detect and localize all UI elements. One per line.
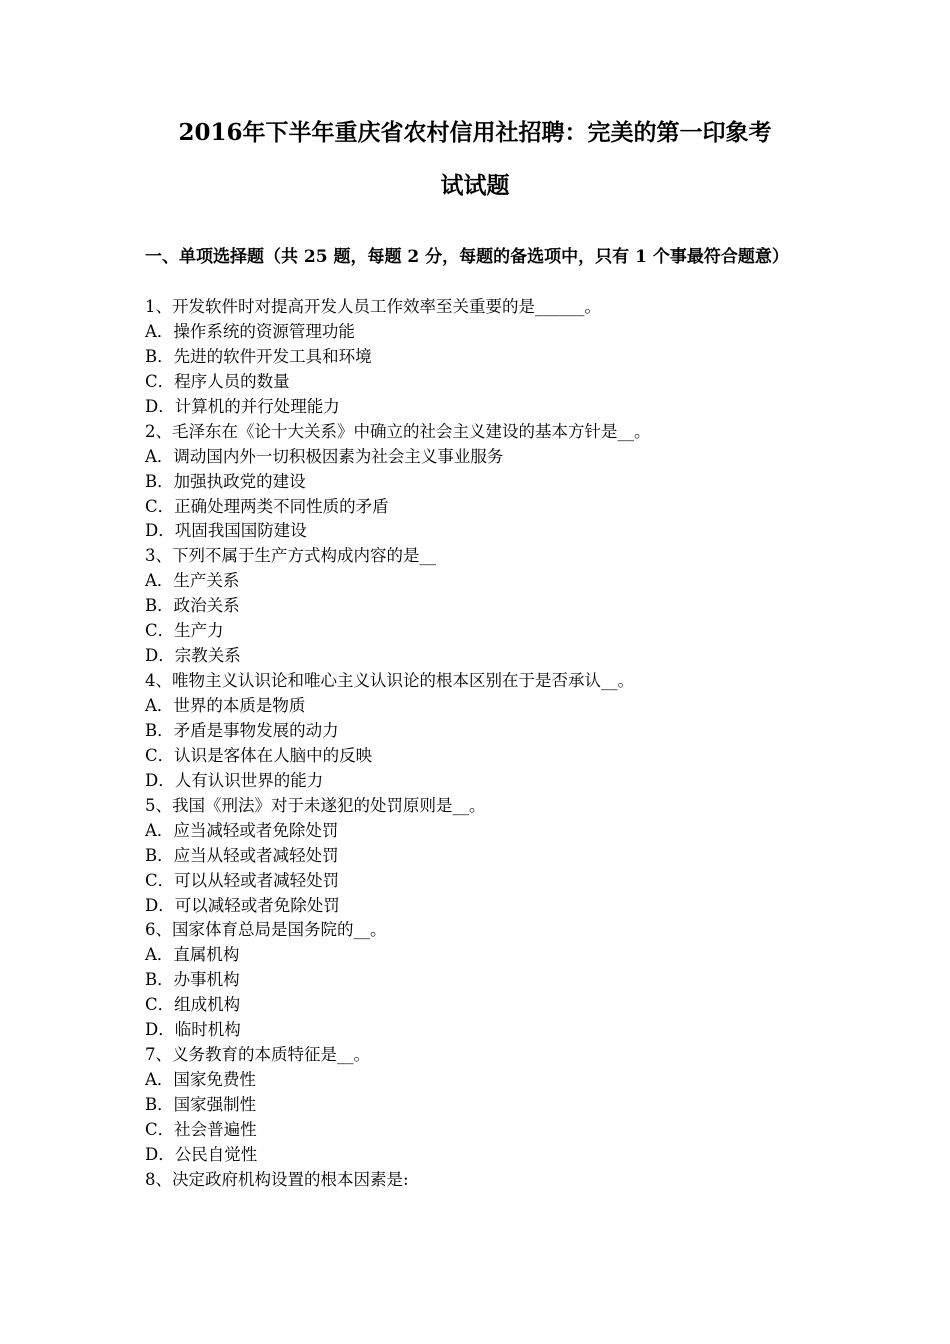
answer-option: A．直属机构	[145, 945, 240, 965]
document-title-line-1: 2016年下半年重庆省农村信用社招聘：完美的第一印象考	[178, 119, 772, 146]
answer-option: B．加强执政党的建设	[145, 471, 306, 491]
question-stem: 1、开发软件时对提高开发人员工作效率至关重要的是______。	[145, 297, 601, 316]
answer-option: C．可以从轻或者减轻处罚	[145, 870, 340, 890]
answer-option: A．调动国内外一切积极因素为社会主义事业服务	[145, 446, 504, 466]
answer-option: D．巩固我国国防建设	[145, 521, 307, 541]
answer-option: C．社会普遍性	[145, 1119, 257, 1139]
answer-option: C．认识是客体在人脑中的反映	[145, 745, 373, 765]
answer-option: B．国家强制性	[145, 1095, 257, 1114]
document-title-line-2: 试试题	[440, 172, 510, 199]
answer-option: B．政治关系	[145, 596, 240, 616]
question-stem: 3、下列不属于生产方式构成内容的是__	[145, 546, 436, 566]
question-stem: 7、义务教育的本质特征是__。	[145, 1045, 370, 1065]
answer-option: D．计算机的并行处理能力	[145, 396, 340, 416]
answer-option: A．生产关系	[145, 571, 240, 591]
answer-option: C．正确处理两类不同性质的矛盾	[145, 496, 389, 516]
answer-option: B．办事机构	[145, 970, 240, 990]
answer-option: C．程序人员的数量	[145, 371, 290, 391]
question-stem: 5、我国《刑法》对于未遂犯的处罚原则是__。	[145, 795, 486, 815]
section-heading: 一、单项选择题（共 25 题，每题 2 分，每题的备选项中，只有 1 个事最符合题意）	[145, 247, 789, 267]
answer-option: D．临时机构	[145, 1020, 241, 1040]
answer-option: D．可以减轻或者免除处罚	[145, 895, 340, 915]
answer-option: D．人有认识世界的能力	[145, 770, 324, 790]
answer-option: D．宗教关系	[145, 646, 241, 666]
answer-option: B．矛盾是事物发展的动力	[145, 720, 339, 740]
question-stem: 4、唯物主义认识论和唯心主义认识论的根本区别在于是否承认__。	[145, 671, 634, 691]
answer-option: A．操作系统的资源管理功能	[145, 321, 355, 341]
answer-option: D．公民自觉性	[145, 1144, 258, 1164]
answer-option: A．世界的本质是物质	[145, 696, 306, 715]
question-list	[145, 295, 825, 1193]
answer-option: C．组成机构	[145, 995, 241, 1015]
answer-option: C．生产力	[145, 621, 224, 641]
answer-option: A．国家免费性	[145, 1070, 256, 1090]
answer-option: B．应当从轻或者减轻处罚	[145, 845, 339, 865]
question-stem: 8、决定政府机构设置的根本因素是:	[145, 1169, 409, 1189]
answer-option: B．先进的软件开发工具和环境	[145, 346, 372, 366]
question-stem: 2、毛泽东在《论十大关系》中确立的社会主义建设的基本方针是__。	[145, 421, 651, 441]
answer-option: A．应当减轻或者免除处罚	[145, 820, 339, 840]
question-stem: 6、国家体育总局是国务院的__。	[145, 920, 387, 940]
